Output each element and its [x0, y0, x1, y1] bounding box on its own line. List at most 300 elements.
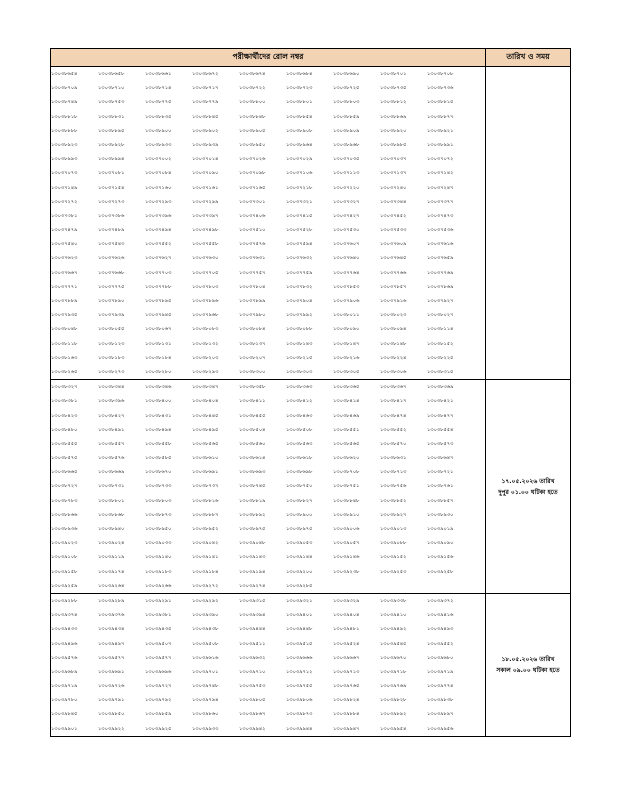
roll-number: ১৩০৩৮৩০৫ — [333, 368, 360, 375]
roll-number: ১৩০৩৮৪৭৪ — [380, 412, 407, 419]
roll-number: ১৩০৩৮৮৫২ — [380, 497, 407, 504]
roll-number: ১৩০৩৮৬৭২ — [192, 71, 219, 77]
roll-number: ১৩০৩৮১৮৪ — [145, 354, 172, 361]
roll-number: ১৩০৩৭৫৫২ — [145, 241, 172, 248]
roll-number: ১৩০৩৮৫৮৫ — [145, 455, 172, 462]
roll-number: ১৩০৩৯৪৮১ — [333, 626, 360, 633]
roll-number: ১৩০৩৭৬০৭ — [333, 241, 360, 248]
roll-number: ১৩০৩৯২৫৮ — [427, 568, 454, 575]
roll-number: ১৩০৩৭৫২৮ — [286, 227, 313, 234]
roll-number: ১৩০৩৮৮৩৫ — [145, 113, 172, 120]
roll-number: ১৩০৩৯১৪০ — [145, 554, 172, 561]
roll-number: ১৩০৩৮৮৭৩ — [145, 511, 172, 518]
roll-number: ১৩০৩৮৭৬১ — [427, 483, 454, 490]
roll-number: ১৩০৩৮১৩৭ — [239, 340, 266, 347]
roll-number: ১৩০৩৭৭৫৯ — [286, 269, 313, 276]
roll-number: ১৩০৩৭৬৬৮ — [98, 269, 125, 276]
roll-number: ১৩০৩৮৮৯২ — [239, 511, 266, 518]
roll-number: ১৩০৩৯৯০১ — [51, 725, 78, 732]
roll-number: ১৩০৩৮৭২৫ — [333, 85, 360, 92]
roll-number: ১৩০৩৭৭০৫ — [192, 269, 219, 276]
roll-number: ১৩০৩৯২০০ — [286, 568, 313, 575]
roll-grid — [51, 380, 485, 593]
roll-number: ১৩০৩৮১১৪ — [427, 326, 454, 333]
roll-number: ১৩০৩৭২৪৭ — [427, 184, 454, 191]
roll-number: ১৩০৩৯০২৩ — [51, 540, 78, 547]
roll-number: ১৩০৩৮৯০০ — [286, 511, 313, 518]
roll-number: ১৩০৩৯৪৩৪ — [98, 626, 125, 633]
roll-number: ১৩০৩৮৬৯৩ — [239, 469, 266, 476]
roll-number: ১৩০৩৭৬৪৫ — [380, 255, 407, 262]
roll-number: ১৩০৩৮১৪৭ — [333, 340, 360, 347]
roll-number: ১৩০৩৯২৩৮ — [333, 568, 360, 575]
roll-number: ১৩০৩৮১৬৩ — [51, 354, 78, 361]
roll-number: ১৩০৩৯২৭৪ — [239, 582, 266, 589]
roll-number: ১৩০৩৮৭১৭ — [192, 85, 219, 92]
roll-number: ১৩০৩৯১৫৬ — [427, 554, 454, 561]
roll-number: ১৩০৩৭৫৫৮ — [192, 241, 219, 248]
roll-numbers-heading: পরীক্ষার্থীদের রোল নম্বর — [51, 49, 486, 67]
roll-number: ১৩০৩৯৮৮৪ — [333, 711, 360, 718]
roll-number: ১৩০৩৮৬১৪ — [239, 455, 266, 462]
roll-number: ১৩০৩৭৭৮৮ — [145, 283, 172, 290]
roll-number: ১৩০৩৮৭৩৬ — [427, 85, 454, 92]
roll-number: ১৩০৩৮৩৯৬ — [98, 398, 125, 405]
roll-number: ১৩০৩৭৭৭৫ — [98, 283, 125, 290]
roll-number: ১৩০৩৯৭০১ — [192, 668, 219, 675]
roll-number: ১৩০৩৭২১৮ — [286, 184, 313, 191]
roll-number: ১৩০৩৮৯৩৯ — [192, 141, 219, 148]
roll-grid — [51, 594, 485, 736]
roll-number: ১৩০৩৮৭৫১ — [333, 483, 360, 490]
roll-number: ১৩০৩৮৪৯৫ — [192, 426, 219, 433]
roll-number: ১৩০৩৯৪০১ — [286, 612, 313, 619]
roll-number: ১৩০৩৯৮২৮ — [380, 697, 407, 704]
roll-number: ১৩০৩৮৯৮৫ — [380, 141, 407, 148]
roll-number: ১৩০৩৯২৬৪ — [98, 582, 125, 589]
roll-number: ১৩০৩৮৭৩৭ — [192, 483, 219, 490]
roll-number: ১৩০৩৮৯০২ — [192, 127, 219, 134]
roll-number: ১৩০৩৯৭১৮ — [380, 668, 407, 675]
roll-number: ১৩০৩৮২০৩ — [192, 354, 219, 361]
roll-number: ১৩০৩৮৩৪৭ — [192, 384, 219, 391]
roll-number: ১৩০৩৭৯২৭ — [427, 298, 454, 304]
roll-number: ১৩০৩৯৪০৪ — [333, 612, 360, 619]
exam-date: ১৮.০৫.২০২৬ তারিখ — [501, 655, 555, 663]
roll-number: ১৩০৩৭৬৪০ — [333, 255, 360, 262]
roll-number: ১৩০৩৭৫৪০ — [51, 241, 78, 248]
roll-number: ১৩০৩৭৮৫৩ — [333, 283, 360, 290]
roll-number: ১৩০৩৭৫১০ — [239, 227, 266, 234]
roll-number: ১৩০৩৮৬৫৮ — [98, 71, 125, 77]
roll-number: ১৩০৩৮৯১০ — [333, 511, 360, 518]
roll-number: ১৩০৩৮৭৩১ — [98, 483, 125, 490]
roll-number: ১৩০৩৯৪৩৩ — [51, 626, 78, 633]
roll-number: ১৩০৩৭৩৮৬ — [98, 212, 125, 219]
roll-number: ১৩০৩৭৯৮০ — [239, 312, 266, 319]
roll-number: ১৩০৩৮৬৬৫ — [51, 469, 78, 476]
roll-number: ১৩০৩৯১৯৪ — [239, 568, 266, 575]
roll-number: ১৩০৩৮৭০৮ — [333, 469, 360, 476]
roll-number: ১৩০৩৯০৫৭ — [333, 540, 360, 547]
roll-number: ১৩০৩৮৯২৮ — [98, 141, 125, 148]
roll-number: ১৩০৩৭০৩৭ — [380, 156, 407, 163]
roll-number: ১৩০৩৮৭৩৩ — [145, 483, 172, 490]
roll-number: ১৩০৩৮৫৭৩ — [427, 440, 454, 447]
roll-number: ১৩০৩৭৯৬৮ — [192, 312, 219, 319]
roll-number-table — [50, 48, 571, 737]
roll-number: ১৩০৩৮৮৪৫ — [192, 113, 219, 120]
roll-number: ১৩০৩৯০২৪ — [98, 540, 125, 547]
roll-number: ১৩০৩৯৯২২ — [98, 725, 125, 732]
roll-number: ১৩০৩৯৭৫৫ — [286, 683, 313, 690]
roll-number: ১৩০৩৭৩২৭ — [333, 198, 360, 205]
roll-number: ১৩০৩৮৮২৭ — [286, 497, 313, 504]
roll-number: ১৩০৩৯১০৮ — [51, 554, 78, 561]
roll-number: ১৩০৩৮৮০০ — [239, 99, 266, 106]
roll-number: ১৩০৩৭৫৯৪ — [286, 241, 313, 248]
roll-number: ১৩০৩৮১১৮ — [51, 340, 78, 347]
roll-number: ১৩০৩৭৮৩২ — [286, 283, 313, 290]
roll-number: ১৩০৩৭৪২৭ — [333, 212, 360, 219]
roll-number: ১৩০৩৮৩০৩ — [286, 368, 313, 375]
roll-number: ১৩০৩৮১৪৮ — [380, 340, 407, 347]
roll-number: ১৩০৩৮০২৩ — [380, 312, 407, 319]
roll-number: ১৩০৩৮৪২৭ — [98, 412, 125, 419]
roll-number: ১৩০৩৭২২০ — [333, 184, 360, 191]
roll-number: ১৩০৩৮৬৬৯ — [98, 469, 125, 476]
roll-number: ১৩০৩৭৬০৯ — [380, 241, 407, 248]
roll-number: ১৩০৩৮৭১০ — [98, 85, 125, 92]
roll-number: ১৩০৩৮৫৭০ — [380, 440, 407, 447]
roll-number: ১৩০৩৯৬৬৭ — [333, 654, 360, 661]
roll-number: ১৩০৩৮৪১৭ — [380, 398, 407, 405]
exam-date: ১৭.০৫.২০২৬ তারিখ — [501, 477, 555, 485]
roll-number: ১৩০৩৮৯০৮ — [286, 127, 313, 134]
roll-number: ১৩০৩৮৭২৭ — [51, 483, 78, 490]
roll-number: ১৩০৩৭২৯৯ — [192, 198, 219, 205]
roll-number: ১৩০৩৯৯৪৭ — [333, 725, 360, 732]
roll-number: ১৩০৩৭০৭২ — [427, 156, 454, 163]
roll-number: ১৩০৩৯২৯২ — [192, 597, 219, 604]
roll-number: ১৩০৩৮৫৭৫ — [51, 455, 78, 462]
roll-number: ১৩০৩৭০৩৫ — [333, 156, 360, 163]
roll-number: ১৩০৩৯৭৭৪ — [427, 683, 454, 690]
roll-number: ১৩০৩৮৬৯১ — [192, 469, 219, 476]
roll-number: ১৩০৩৮২৬৫ — [51, 368, 78, 375]
roll-number: ১৩০৩৭৬২৭ — [145, 255, 172, 262]
roll-number: ১৩০৩৮৯৭৫ — [239, 526, 266, 532]
exam-slot-row — [51, 593, 571, 736]
roll-number: ১৩০৩৯৬৩২ — [239, 654, 266, 661]
roll-number: ১৩০৩৮৩১৫ — [427, 368, 454, 375]
roll-number: ১৩০৩৭১৪৯ — [51, 184, 78, 191]
roll-number: ১৩০৩৭৬২৩ — [51, 255, 78, 262]
roll-number: ১৩০৩৮৪৫৫ — [239, 412, 266, 419]
roll-number: ১৩০৩৮৩৪৬ — [145, 384, 172, 391]
exam-slot-row — [51, 67, 571, 380]
roll-number: ১৩০৩৯২৭২ — [192, 582, 219, 589]
roll-number: ১৩০৩৮৪২৩ — [51, 412, 78, 419]
date-time-cell — [486, 593, 571, 736]
roll-number: ১৩০৩৮৩৫৮ — [239, 384, 266, 391]
roll-grid — [51, 67, 485, 379]
roll-number: ১৩০৩৮৫০৮ — [286, 426, 313, 433]
roll-number: ১৩০৩৯২৮৫ — [286, 582, 313, 589]
roll-number: ১৩০৩৮৯৬৮ — [333, 141, 360, 148]
roll-number: ১৩০৩৯১৫৮ — [51, 568, 78, 575]
roll-number: ১৩০৩৯৩৭২ — [427, 597, 454, 604]
roll-number: ১৩০৩৮২১৬ — [333, 354, 360, 361]
roll-number: ১৩০৩৯৩২৯ — [333, 597, 360, 604]
roll-number: ১৩০৩৯৯৩৩ — [192, 725, 219, 732]
roll-number: ১৩০৩৯১১৯ — [98, 554, 125, 561]
roll-number: ১৩০৩৭১৪২ — [427, 170, 454, 177]
roll-number: ১৩০৩৯৫৪৫ — [380, 640, 407, 647]
roll-number: ১৩০৩৯৪৯৩ — [427, 626, 454, 633]
roll-number: ১৩০৩৮৮৪৮ — [239, 113, 266, 120]
roll-number: ১৩০৩৮৭২৩ — [286, 85, 313, 92]
roll-number: ১৩০৩৮৭৩৫ — [380, 85, 407, 92]
roll-number: ১৩০৩৮৮৫৯ — [333, 113, 360, 120]
roll-number: ১৩০৩৮৬১৮ — [286, 455, 313, 462]
roll-number: ১৩০৩৯১৪৪ — [286, 554, 313, 561]
roll-number: ১৩০৩৮৬২০ — [333, 455, 360, 462]
roll-number: ১৩০৩৭৯০৬ — [333, 298, 360, 304]
roll-number: ১৩০৩৮৮০১ — [286, 99, 313, 106]
roll-number: ১৩০৩৭৮০৩ — [192, 283, 219, 290]
roll-number: ১৩০৩৮৫৫৪ — [427, 426, 454, 433]
roll-number: ১৩০৩৯৫২৪ — [333, 640, 360, 647]
roll-number: ১৩০৩৮৭৭৫ — [145, 99, 172, 106]
roll-number: ১৩০৩৯২৬৬ — [145, 582, 172, 589]
roll-number: ১৩০৩৮৯৪০ — [98, 526, 125, 532]
roll-number: ১৩০৩৮৮১৫ — [427, 99, 454, 106]
roll-number: ১৩০৩৮৮০৩ — [333, 99, 360, 106]
roll-number: ১৩০৩৭৭০৩ — [145, 269, 172, 276]
roll-number: ১৩০৩৭৩৭৭ — [427, 198, 454, 205]
roll-number: ১৩০৩৮৪১৪ — [333, 398, 360, 405]
roll-number: ১৩০৩৮৪৪৫ — [192, 412, 219, 419]
exam-time: দুপুর ০১.০০ ঘটিকা হতে — [498, 488, 558, 496]
roll-number: ১৩০৩৮০৮৩ — [192, 326, 219, 333]
roll-number: ১৩০৩৮৮৬৯ — [380, 113, 407, 120]
roll-number: ১৩০৩৯৭৬৫ — [333, 683, 360, 690]
roll-number: ১৩০৩৭১৩৭ — [380, 170, 407, 177]
roll-number: ১৩০৩৯৪১০ — [380, 612, 407, 619]
roll-number: ১৩০৩৮৭৫৩ — [98, 99, 125, 106]
roll-number: ১৩০৩৯২৮৮ — [51, 597, 78, 604]
roll-number: ১৩০৩৮৫৭৬ — [98, 455, 125, 462]
roll-number: ১৩০৩৯৩৯০ — [192, 612, 219, 619]
roll-number: ১৩০৩৭৮৫৭ — [380, 283, 407, 290]
roll-number: ১৩০৩৮৮৮৮ — [51, 127, 78, 134]
date-time-heading: তারিখ ও সময় — [486, 49, 571, 67]
roll-number: ১৩০৩৮৯৯৩ — [51, 156, 78, 163]
roll-number: ১৩০৩৮০১১ — [333, 312, 360, 319]
roll-number: ১৩০৩৭৮৯৯ — [239, 298, 266, 304]
roll-number: ১৩০৩৯০৩৩ — [145, 540, 172, 547]
roll-number: ১৩০৩৮২০৭ — [239, 354, 266, 361]
roll-number: ১৩০৩৯১৪৩ — [239, 554, 266, 561]
roll-number: ১৩০৩৮৬১০ — [192, 455, 219, 462]
roll-number: ১৩০৩৮৭২২ — [239, 85, 266, 92]
roll-number: ১৩০৩৮৯২১ — [427, 127, 454, 134]
exam-time: সকাল ০৯.০০ ঘটিকা হতে — [496, 666, 560, 674]
roll-number: ১৩০৩৮৯২৭ — [380, 511, 407, 518]
roll-number: ১৩০৩৯০১৯ — [427, 526, 454, 532]
roll-number: ১৩০৩৯৩৩৮ — [380, 597, 407, 604]
roll-number: ১৩০৩৭৮০৪ — [239, 283, 266, 290]
roll-number: ১৩০৩৮৫৬৩ — [286, 440, 313, 447]
roll-number: ১৩০৩৮৬৬১ — [145, 71, 172, 77]
roll-number: ১৩০৩৮৩০৬ — [380, 368, 407, 375]
roll-number: ১৩০৩৭০৯০ — [192, 170, 219, 177]
roll-number: ১৩০৩৮৯৩৩ — [145, 141, 172, 148]
roll-number: ১৩০৩৮৯২৩ — [51, 141, 78, 148]
roll-number: ১৩০৩৭৪৮৯ — [98, 227, 125, 234]
roll-number: ১৩০৩৯৩১৫ — [239, 597, 266, 604]
date-time-cell — [486, 380, 571, 594]
roll-number: ১৩০৩৮৪১২ — [286, 398, 313, 405]
roll-list-cell — [51, 67, 486, 380]
roll-number: ১৩০৩৮৯০৯ — [333, 127, 360, 134]
roll-number: ১৩০৩৮০২৭ — [427, 312, 454, 319]
roll-number: ১৩০৩৭৯৩৫ — [51, 312, 78, 319]
date-time-cell — [486, 67, 571, 380]
roll-number: ১৩০৩৮৩৬৯ — [427, 384, 454, 391]
roll-number: ১৩০৩৯৭৯২ — [145, 697, 172, 704]
roll-number: ১৩০৩৮৪২১ — [427, 398, 454, 405]
roll-number: ১৩০৩৮৭০৮ — [427, 71, 454, 77]
roll-number: ১৩০৩৯৫১১ — [239, 640, 266, 647]
roll-number: ১৩০৩৮৯৩৬ — [51, 526, 78, 532]
roll-number: ১৩০৩৮৩৪৪ — [98, 384, 125, 391]
roll-number: ১৩০৩৮৭১৪ — [145, 85, 172, 92]
roll-number: ১৩০৩৮৫৬০ — [239, 440, 266, 447]
roll-number: ১৩০৩৮৮৭৭ — [427, 113, 454, 120]
roll-number: ১৩০৩৯৩২১ — [286, 597, 313, 604]
roll-number: ১৩০৩৮০৮৪ — [239, 326, 266, 333]
roll-number: ১৩০৩৯৯২৫ — [145, 725, 172, 732]
roll-number: ১৩০৩৭৮৯০ — [98, 298, 125, 304]
table-header-row — [51, 49, 571, 67]
roll-number: ১৩০৩৯২৫৯ — [51, 582, 78, 589]
roll-number: ১৩০৩৮৪৩১ — [145, 412, 172, 419]
roll-number: ১৩০৩৭৪৭৯ — [51, 227, 78, 234]
roll-number: ১৩০৩৮৪৮০ — [51, 426, 78, 433]
roll-number: ১৩০৩৯২৫৩ — [380, 568, 407, 575]
roll-number: ১৩০৩৯৩৭৬ — [98, 612, 125, 619]
roll-number: ১৩০৩৭০৯৮ — [239, 170, 266, 177]
roll-number: ১৩০৩৮০৬৭ — [145, 326, 172, 333]
roll-number: ১৩০৩৭২৪০ — [380, 184, 407, 191]
roll-number: ১৩০৩৭৪৫২ — [380, 212, 407, 219]
roll-number: ১৩০৩৮৫৫১ — [333, 426, 360, 433]
roll-number: ১৩০৩৮০৮৮ — [286, 326, 313, 333]
roll-number: ১৩০৩৯১৮৪ — [192, 568, 219, 575]
roll-number: ১৩০৩৭১৬৫ — [239, 184, 266, 191]
roll-number: ১৩০৩৭৮৮৯ — [51, 298, 78, 304]
roll-number: ১৩০৩৮২৮০ — [145, 368, 172, 375]
roll-number: ১৩০৩৯৪৯২ — [380, 626, 407, 633]
roll-number: ১৩০৩৯৯৪২ — [239, 725, 266, 732]
roll-number: ১৩০৩৮৬৫৪ — [51, 71, 78, 77]
roll-number: ১৩০৩৯৮০৬ — [286, 697, 313, 704]
roll-number: ১৩০৩৭৩০১ — [239, 198, 266, 205]
roll-number: ১৩০৩৮০৯০ — [333, 326, 360, 333]
roll-number: ১৩০৩৭৯৪৫ — [145, 312, 172, 319]
roll-number: ১৩০৩৯৭৬৯ — [380, 683, 407, 690]
roll-number: ১৩০৩৭৭৬৪ — [333, 269, 360, 276]
roll-number: ১৩০৩৯৩৯৪ — [239, 612, 266, 619]
roll-number: ১৩০৩৯০৪২ — [192, 540, 219, 547]
roll-number: ১৩০৩৯৮৯২ — [380, 711, 407, 718]
roll-number: ১৩০৩৭২৭৩ — [98, 198, 125, 205]
roll-number: ১৩০৩৮৯৯১ — [427, 141, 454, 148]
roll-number: ১৩০৩৭৫৭৬ — [239, 241, 266, 248]
roll-number: ১৩০৩৮৯৭৫ — [286, 526, 313, 532]
roll-number: ১৩০৩৯৫৭৬ — [51, 654, 78, 661]
roll-number: ১৩০৩৭০০২ — [145, 156, 172, 163]
roll-number: ১৩০৩৯৪৪৮ — [286, 626, 313, 633]
roll-number: ১৩০৩৭৬৫৯ — [427, 255, 454, 262]
roll-number: ১৩০৩৮৯৫২ — [192, 526, 219, 532]
roll-number: ১৩০৩৮৪০০ — [145, 398, 172, 405]
roll-number: ১৩০৩৯৮৪৫ — [51, 711, 78, 718]
roll-number: ১৩০৩৯৫১৫ — [286, 640, 313, 647]
roll-number: ১৩০৩৯৮৭৩ — [286, 711, 313, 718]
roll-number: ১৩০৩৯৮৬৭ — [239, 711, 266, 718]
roll-number: ১৩০৩৭১৬০ — [145, 184, 172, 191]
roll-number: ১৩০৩৭০১৪ — [192, 156, 219, 163]
roll-number: ১৩০৩৮৭৫৬ — [380, 483, 407, 490]
roll-number: ১৩০৩৮৮০৩ — [145, 497, 172, 504]
roll-number: ১৩০৩৭৫৩৬ — [427, 227, 454, 234]
roll-number: ১৩০৩৭৭৬৯ — [427, 269, 454, 276]
roll-number: ১৩০৩৯৭১২ — [286, 668, 313, 675]
roll-number: ১৩০৩৮৫৫৭ — [98, 440, 125, 447]
roll-number: ১৩০৩৮০৯৪ — [380, 326, 407, 333]
roll-number: ১৩০৩৮১৮৩ — [98, 354, 125, 361]
roll-number: ১৩০৩৮৮১২ — [380, 99, 407, 106]
roll-number: ১৩০৩৮৯৯৪ — [98, 156, 125, 163]
roll-number: ১৩০৩৭৪৯৮ — [192, 227, 219, 234]
roll-number: ১৩০৩৮৭১৩ — [380, 469, 407, 476]
roll-number: ১৩০৩৮৯২০ — [380, 127, 407, 134]
roll-number: ১৩০৩৮৪৯১ — [98, 426, 125, 433]
roll-number: ১৩০৩৮২৯৩ — [192, 368, 219, 375]
roll-number: ১৩০৩৯৭১০ — [239, 668, 266, 675]
roll-number: ১৩০৩৮৯৫০ — [145, 526, 172, 532]
roll-number: ১৩০৩৮৩২৭ — [51, 384, 78, 391]
roll-number: ১৩০৩৭৭৭১ — [51, 283, 78, 290]
roll-number: ১৩০৩৮২২৫ — [427, 354, 454, 361]
roll-number: ১৩০৩৯৮৯৭ — [427, 711, 454, 718]
exam-slot-row — [51, 380, 571, 594]
roll-number: ১৩০৩৭৪৯৪ — [145, 227, 172, 234]
roll-number: ১৩০৩৭২৭২ — [51, 198, 78, 205]
roll-number: ১৩০৩৮১৩২ — [192, 340, 219, 347]
roll-number: ১৩০৩৮৬৮৪ — [286, 71, 313, 77]
roll-number: ১৩০৩৭৩৯৭ — [192, 212, 219, 219]
roll-number: ১৩০৩৮৭৫০ — [286, 483, 313, 490]
roll-number: ১৩০৩৮৪১১ — [239, 398, 266, 405]
roll-number: ১৩০৩৭৩৮১ — [51, 212, 78, 219]
roll-number: ১৩০৩৯৭৮০ — [51, 697, 78, 704]
roll-number: ১৩০৩৮৬৯০ — [333, 71, 360, 77]
roll-number: ১৩০৩৭৬১৬ — [427, 241, 454, 248]
